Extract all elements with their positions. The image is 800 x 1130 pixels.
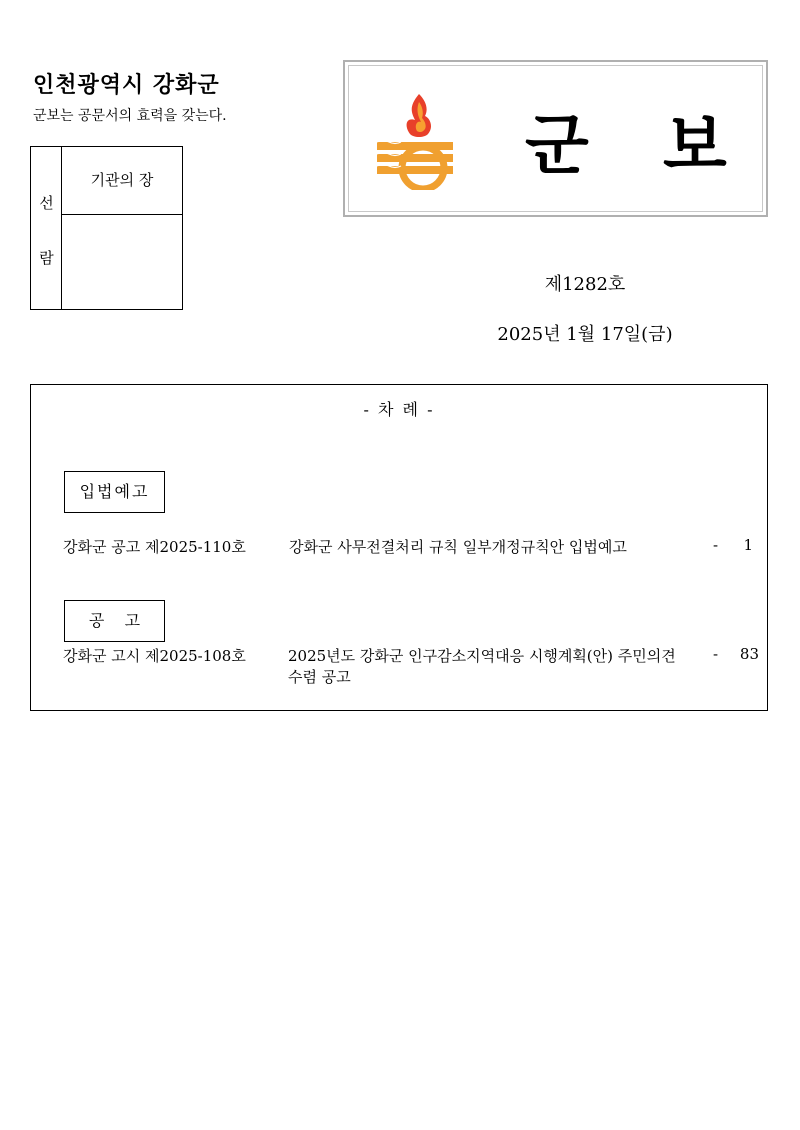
issuer-title: 인천광역시 강화군 <box>33 73 220 98</box>
toc-entry-doc-no[interactable]: 강화군 고시 제2025-108호 <box>63 647 246 665</box>
toc-entry-dash: - <box>713 536 719 554</box>
table-of-contents <box>30 384 768 711</box>
masthead-title-1: 군 <box>525 107 589 184</box>
approval-box <box>30 146 183 310</box>
section-label-notice: 공 고 <box>64 600 165 642</box>
section-label-legislative-notice: 입법예고 <box>64 471 165 513</box>
approval-head-label: 기관의 장 <box>62 147 182 215</box>
approval-side-label-1: 선 <box>39 194 54 212</box>
toc-entry-page[interactable]: 83 <box>739 645 759 663</box>
toc-entry-doc-no[interactable]: 강화군 공고 제2025-110호 <box>63 538 246 556</box>
gangwha-county-emblem-icon <box>373 90 465 190</box>
toc-entry-subject[interactable]: 2025년도 강화군 인구감소지역대응 시행계획(안) 주민의견 <box>288 647 676 665</box>
effect-note: 군보는 공문서의 효력을 갖는다. <box>33 108 227 124</box>
approval-side-label-2: 람 <box>39 249 54 267</box>
toc-title: - 차 례 - <box>363 400 435 419</box>
toc-entry-subject-continued[interactable]: 수렴 공고 <box>288 668 351 686</box>
toc-entry-dash: - <box>713 645 719 663</box>
issue-number: 제1282호 <box>544 274 626 295</box>
masthead <box>343 60 768 217</box>
toc-entry-page[interactable]: 1 <box>743 536 753 554</box>
masthead-title-2: 보 <box>663 107 727 184</box>
toc-entry-subject[interactable]: 강화군 사무전결처리 규칙 일부개정규칙안 입법예고 <box>289 538 627 556</box>
approval-side <box>31 147 62 309</box>
issue-date: 2025년 1월 17일(금) <box>497 324 673 345</box>
